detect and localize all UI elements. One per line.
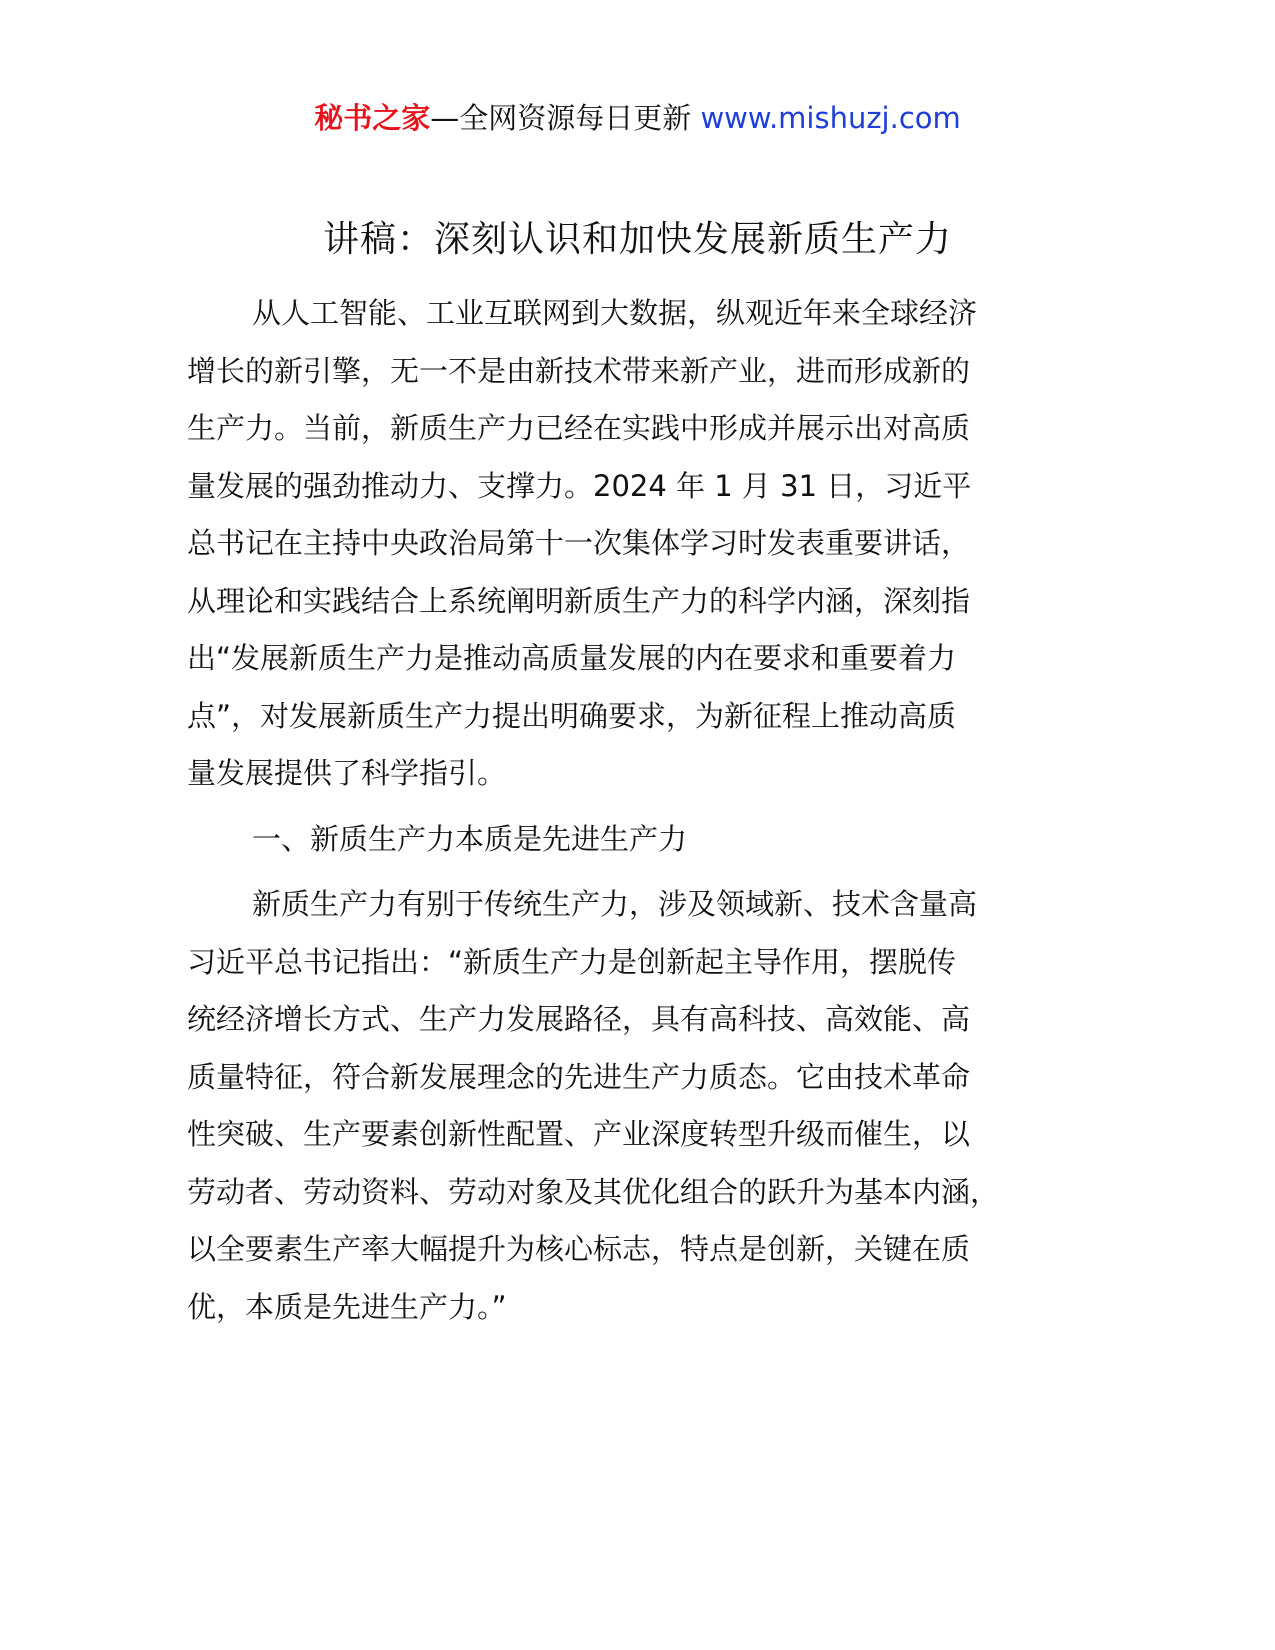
paragraph-line: 质量特征，符合新发展理念的先进生产力质态。它由技术革命 bbox=[187, 1059, 971, 1094]
section-heading-text: 一、新质生产力本质是先进生产力 bbox=[252, 821, 688, 856]
paragraph-line: 量发展的强劲推动力、支撑力。2024 年 1 月 31 日，习近平 bbox=[187, 468, 972, 503]
document-body bbox=[187, 285, 1087, 1336]
site-header bbox=[0, 96, 1275, 140]
paragraph-line: 统经济增长方式、生产力发展路径，具有高科技、高效能、高 bbox=[187, 1002, 971, 1036]
paragraph-line: 总书记在主持中央政治局第十一次集体学习时发表重要讲话， bbox=[187, 526, 971, 560]
paragraph-line: 以全要素生产率大幅提升为核心标志，特点是创新，关键在质 bbox=[187, 1232, 971, 1266]
section-paragraph bbox=[187, 876, 1087, 1336]
paragraph-line: 量发展提供了科学指引。 bbox=[187, 756, 507, 790]
site-tagline: —全网资源每日更新 bbox=[430, 101, 692, 135]
paragraph-line: 增长的新引擎，无一不是由新技术带来新产业，进而形成新的 bbox=[187, 353, 971, 388]
document-title: 讲稿：深刻认识和加快发展新质生产力 bbox=[322, 219, 952, 260]
section-heading bbox=[187, 811, 1087, 869]
paragraph-line: 性突破、生产要素创新性配置、产业深度转型升级而催生，以 bbox=[187, 1117, 971, 1151]
site-brand: 秘书之家 bbox=[314, 101, 431, 135]
paragraph-line: 从人工智能、工业互联网到大数据，纵观近年来全球经济 bbox=[252, 296, 978, 330]
intro-paragraph bbox=[187, 285, 1087, 803]
paragraph-line: 出“发展新质生产力是推动高质量发展的内在要求和重要着力 bbox=[187, 641, 957, 675]
paragraph-line: 习近平总书记指出：“新质生产力是创新起主导作用，摆脱传 bbox=[187, 944, 957, 979]
paragraph-line: 生产力。当前，新质生产力已经在实践中形成并展示出对高质 bbox=[187, 411, 971, 445]
paragraph-line: 优，本质是先进生产力。” bbox=[187, 1289, 507, 1324]
paragraph-line: 劳动者、劳动资料、劳动对象及其优化组合的跃升为基本内涵， bbox=[187, 1174, 1000, 1209]
paragraph-line: 点”，对发展新质生产力提出明确要求，为新征程上推动高质 bbox=[187, 698, 957, 733]
paragraph-line: 从理论和实践结合上系统阐明新质生产力的科学内涵，深刻指 bbox=[187, 583, 971, 618]
paragraph-line: 新质生产力有别于传统生产力，涉及领域新、技术含量高 bbox=[252, 887, 978, 921]
site-url-link[interactable]: www.mishuzj.com bbox=[700, 101, 961, 135]
